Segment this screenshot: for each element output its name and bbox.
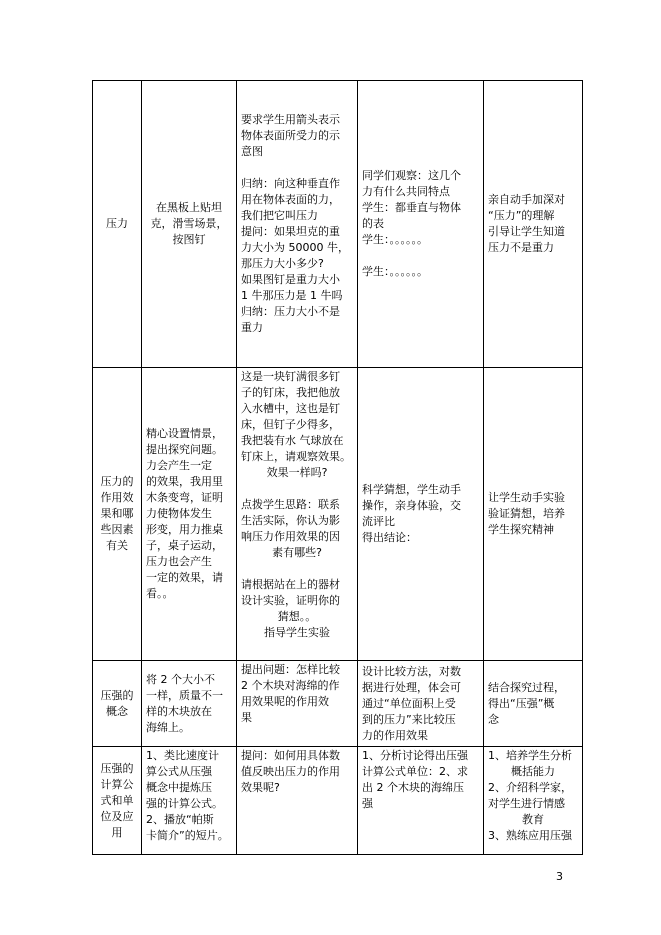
- process-cell: 提出问题：怎样比较 2 个木块对海绵的作 用效果呢的作用效 果: [237, 661, 358, 747]
- process-cell: 提问：如何用具体数 值反映出压力的作用 效果呢?: [237, 747, 358, 855]
- teacher-cell: 将 2 个大小不 一样，质量不一 样的木块放在 海绵上。: [142, 661, 237, 747]
- teacher-cell: 1、类比速度计 算公式从压强 概念中提炼压 强的计算公式。 2、播放“帕斯 卡简介”的短片。: [142, 747, 237, 855]
- topic-cell: 压力的 作用效 果和哪 些因素 有关: [93, 368, 142, 661]
- page-number: 3: [556, 870, 563, 883]
- table-row: [93, 747, 583, 855]
- table-row: [93, 661, 583, 747]
- process-cell: 这是一块钉满很多钉 子的钉床，我把他放 入水槽中，这也是钉 床，但钉子少得多， 我把装有水 气球放在 钉床上，请观察效果。 效果一样吗? 点拨学生思路：联系 生活实际，你认为影 响压力作用效果的因 素有哪些? 请根据站在上的器材 设计实验，证明你的 猜想。。 指导学生实验: [237, 368, 358, 661]
- table-row: [93, 81, 583, 368]
- intent-cell: 结合探究过程， 得出“压强”概 念: [484, 661, 583, 747]
- topic-cell: 压强的 概念: [93, 661, 142, 747]
- topic-cell: 压强的 计算公 式和单 位及应 用: [93, 747, 142, 855]
- lesson-plan-table: [92, 80, 583, 855]
- student-cell: 科学猜想，学生动手 操作，亲身体验，交 流评比 得出结论：: [358, 368, 484, 661]
- teacher-cell: 精心设置情景， 提出探究问题。 力会产生一定 的效果，我用里 木条变弯，证明 力使物体发生 形变，用力推桌 子，桌子运动， 压力也会产生 一定的效果，请 看。。: [142, 368, 237, 661]
- student-cell: 1、分析讨论得出压强 计算公式单位：2、求 出 2 个木块的海绵压 强: [358, 747, 484, 855]
- teacher-cell: 在黑板上贴坦 克，滑雪场景， 按图钉: [142, 81, 237, 368]
- topic-cell: 压力: [93, 81, 142, 368]
- process-cell: 要求学生用箭头表示 物体表面所受力的示 意图 归纳：向这种垂直作 用在物体表面的力， 我们把它叫压力 提问：如果坦克的重 力大小为 50000 牛， 那压力大小多少? 如果图钉是重力大小 1 牛那压力是 1 牛吗 归纳：压力大小不是 重力: [237, 81, 358, 368]
- intent-cell: 亲自动手加深对 “压力”的理解 引导让学生知道 压力不是重力: [484, 81, 583, 368]
- student-cell: 同学们观察：这几个 力有什么共同特点 学生：都垂直与物体 的表 学生：。。。。。。 学生：。。。。。。: [358, 81, 484, 368]
- student-cell: 设计比较方法，对数 据进行处理，体会可 通过“单位面积上受 到的压力”来比较压 力的作用效果: [358, 661, 484, 747]
- intent-cell: 1、培养学生分析 概括能力 2、介绍科学家， 对学生进行情感 教育 3、熟练应用压强: [484, 747, 583, 855]
- intent-cell: 让学生动手实验 验证猜想，培养 学生探究精神: [484, 368, 583, 661]
- table-row: [93, 368, 583, 661]
